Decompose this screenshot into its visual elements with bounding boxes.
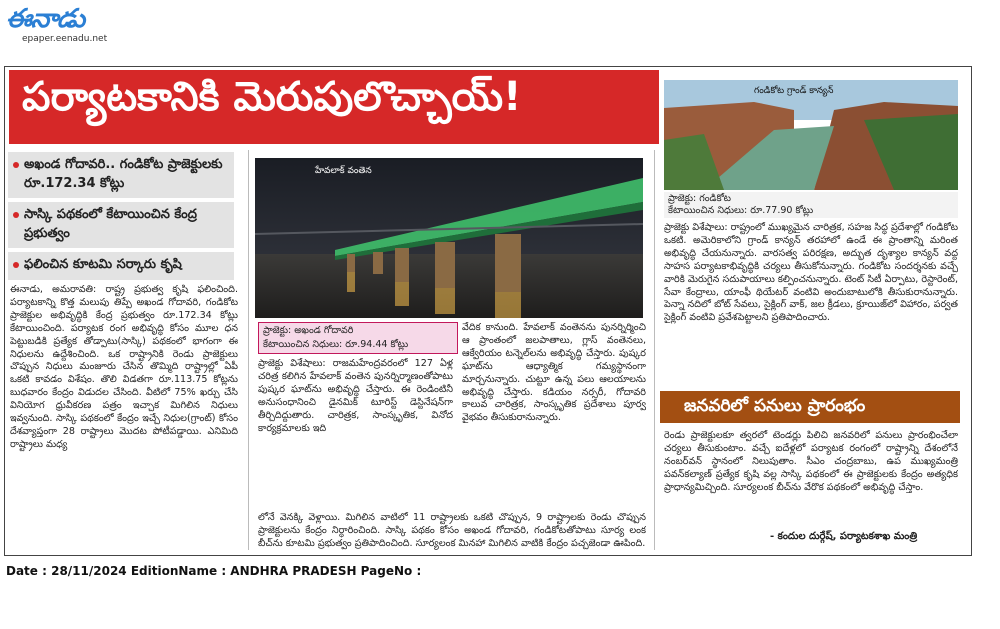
column-divider bbox=[654, 150, 655, 550]
bridge-caption: హేవలాక్ వంతెన bbox=[315, 166, 372, 176]
bullet-point bbox=[8, 252, 234, 280]
article-text-sub-section: రెండు ప్రాజెక్టులకూ త్వరలో టెండర్లు పిలిచి జనవరిలో పనులు ప్రారంభించేలా చర్యలు తీసుకుంటాం. వచ్చే ఐదేళ్లలో పర్యాటక రంగంలో రాష్ట్రాన్ని దేశంలోనే నంబర్‌వన్ స్థానంలో నిలుపుతాం. సీఎం చంద్రబాబు, ఉప ముఖ్యమంత్రి పవన్‌కల్యాణ్ ప్రత్యేక కృషి వల్ల సాస్కి పథకంలో ఈ ప్రాజెక్టులకు కేంద్రం అత్యధిక ప్రాధాన్యమిచ్చింది. సూర్యలంక బీచ్‌ను వేరొక పథకంలో అభివృద్ధి చేస్తాం. bbox=[664, 430, 958, 493]
canyon-photo bbox=[664, 80, 958, 190]
sub-headline: జనవరిలో పనులు ప్రారంభం bbox=[684, 396, 866, 416]
project-name: ప్రాజెక్టు: అఖండ గోదావరి bbox=[263, 325, 354, 336]
bullet-text: అఖండ గోదావరి.. గండికోట ప్రాజెక్టులకు రూ.172.34 కోట్లు bbox=[24, 157, 223, 191]
bullet-text: సాస్కి పథకంలో కేటాయించిన కేంద్ర ప్రభుత్వం bbox=[24, 207, 197, 241]
project-funds: కేటాయించిన నిధులు: రూ.94.44 కోట్లు bbox=[263, 339, 409, 350]
project-name: ప్రాజెక్టు: గండికోట bbox=[668, 193, 731, 204]
bullet-dot-icon bbox=[13, 262, 19, 268]
newspaper-logo bbox=[2, 2, 120, 46]
minister-signature: - కందుల దుర్గేష్, పర్యాటకశాఖ మంత్రి bbox=[770, 531, 918, 542]
article-text-bottom-middle: లోనే వెనక్కి వెళ్లాయి. మిగిలిన వాటిలో 11 రాష్ట్రాలకు ఒకటి చొప్పున, 9 రాష్ట్రాలకు రెండు చొప్పున ప్రాజెక్టులను కేంద్రం నిర్ధారించింది. సాస్కి పథకం కోసం అఖండ గోదావరి, గండికోటతోపాటు సూర్య లంక బీచ్‌ను కూటమి ప్రభుత్వం ప్రతిపాదించింది. సూర్యలంక మినహా మిగిలిన వాటికి కేంద్రం పచ్చజెండా ఊపింది. bbox=[258, 512, 646, 549]
bullet-text: ఫలించిన కూటమి సర్కారు కృషి bbox=[24, 257, 182, 272]
gandikota-info-box bbox=[664, 192, 958, 218]
bridge-photo bbox=[255, 158, 643, 318]
bullet-point bbox=[8, 152, 234, 198]
godavari-info-box bbox=[258, 322, 458, 354]
bullet-point bbox=[8, 202, 234, 248]
headline: పర్యాటకానికి మెరుపులొచ్చాయ్! bbox=[22, 74, 522, 120]
bullet-dot-icon bbox=[13, 212, 19, 218]
project-funds: కేటాయించిన నిధులు: రూ.77.90 కోట్లు bbox=[668, 205, 814, 216]
canyon-caption: గండికోట గ్రాండ్ కాన్యన్ bbox=[754, 86, 834, 96]
bullet-dot-icon bbox=[13, 162, 19, 168]
logo-title: ఈనాడు bbox=[6, 4, 85, 34]
article-text-left: ఈనాడు, అమరావతి: రాష్ట్ర ప్రభుత్వ కృషి ఫలించింది. పర్యాటకాన్ని కొత్త మలుపు తిప్పే అఖండ గోదావరి, గండికోట ప్రాజెక్టుల అభివృద్ధికి కేంద్ర ప్రభుత్వం రూ.172.34 కోట్లు కేటాయించింది. పర్యాటక రంగ అభివృద్ధి కోసం మూల ధన పెట్టుబడికి ప్రత్యేక తోడ్పాటు(సాస్కి) పథకంలో భాగంగా ఈ నిధులను ఉద్దేశించింది. ఒక రాష్ట్రానికి రెండు ప్రాజెక్టులు చొప్పున నిధులు మంజూరు చేసిన తొమ్మిది రాష్ట్రాల్లో ఏపీ ఒకటి కావడం విశేషం. తొలి విడతగా రూ.113.75 కోట్లను బుధవారం కేంద్రం విడుదల చేసింది. వీటిలో 75% ఖర్చు చేసి వినియోగ ధ్రువీకరణ పత్రం ఇచ్చాక మిగిలిన నిధులు ఇవ్వనుంది. సాస్కి పథకంలో కేంద్రం ఇచ్చే నిధుల(గ్రాంట్) కోసం దేశవ్యాప్తంగా 28 రాష్ట్రాలు మొదట పోటీపడ్డాయి. ఎనిమిది రాష్ట్రాలు మధ్య bbox=[10, 284, 238, 450]
article-text-middle-b: వేదిక కానుంది. హేవలాక్ వంతెనను పునర్నిర్మించి ఆ ప్రాంతంలో జలపాతాలు, గ్లాస్ వంతెనలు, ఆక్వేరియం టన్నెల్‌లను అభివృద్ధి చేస్తారు. పుష్కర ఘాట్‌ను ఆధ్యాత్మిక గమ్యస్థానంగా మార్చనున్నారు. చుట్టూ ఉన్న పలు ఆలయాలను అభివృద్ధి చేస్తారు. కడియం నర్సరీ, గోదావరి కాలువ చారిత్రక, సాంస్కృతిక ప్రదేశాలు పూర్వ వైభవం తీసుకురానున్నారు. bbox=[462, 322, 646, 424]
article-text-middle-a: ప్రాజెక్టు విశేషాలు: రాజమహేంద్రవరంలో 127 ఏళ్ల చరిత్ర కలిగిన హేవలాక్ వంతెన పునర్నిర్మాణంతోపాటు పుష్కర ఘాట్‌ను అభివృద్ధి చేస్తారు. ఈ రెండింటినీ అనుసంధానించి డైనమిక్ టూరిస్ట్ డెస్టినేషన్‌గా తీర్చిదిద్దుతారు. చారిత్రక, సాంస్కృతిక, వినోద కార్యక్రమాలకు ఇది bbox=[258, 358, 453, 434]
column-divider bbox=[248, 150, 249, 550]
edition-footer: Date : 28/11/2024 EditionName : ANDHRA PRADESH PageNo : bbox=[6, 564, 422, 578]
bridge-photo-image bbox=[255, 158, 643, 318]
article-text-right: ప్రాజెక్టు విశేషాలు: రాష్ట్రంలో ముఖ్యమైన చారిత్రక, సహజ సిద్ధ ప్రదేశాల్లో గండికోట ఒకటి. అమెరికాలోని గ్రాండ్ కాన్యన్ తరహాలో ఉండే ఈ ప్రాంతాన్ని మరింత అభివృద్ధి చేయనున్నారు. వారసత్వ పరిరక్షణ, అద్భుత దృశ్యాల కాన్యన్ వద్ద సాహస పర్యాటకాభివృద్ధికి చర్యలు తీసుకోనున్నారు. గండికోట సందర్శనకు వచ్చే వారికి మెరుగైన సదుపాయాలు కల్పించనున్నారు. టెంట్ సిటీ ఏర్పాటు, రెస్టారెంట్, సేవా కేంద్రాలు, యాంఫీ థియేటర్ వంటివి అందుబాటులోకి తీసుకురానున్నారు. పెన్నా నదిలో బోట్ సేవలు, సైక్లింగ్ వాక్, జల క్రీడలు, క్రూయిజ్‌లో విహారం, పర్వత సైక్లింగ్ వంటివి ప్రవేశపెట్టాలని ప్రతిపాదించారు. bbox=[664, 222, 958, 324]
logo-url: epaper.eenadu.net bbox=[22, 34, 108, 44]
